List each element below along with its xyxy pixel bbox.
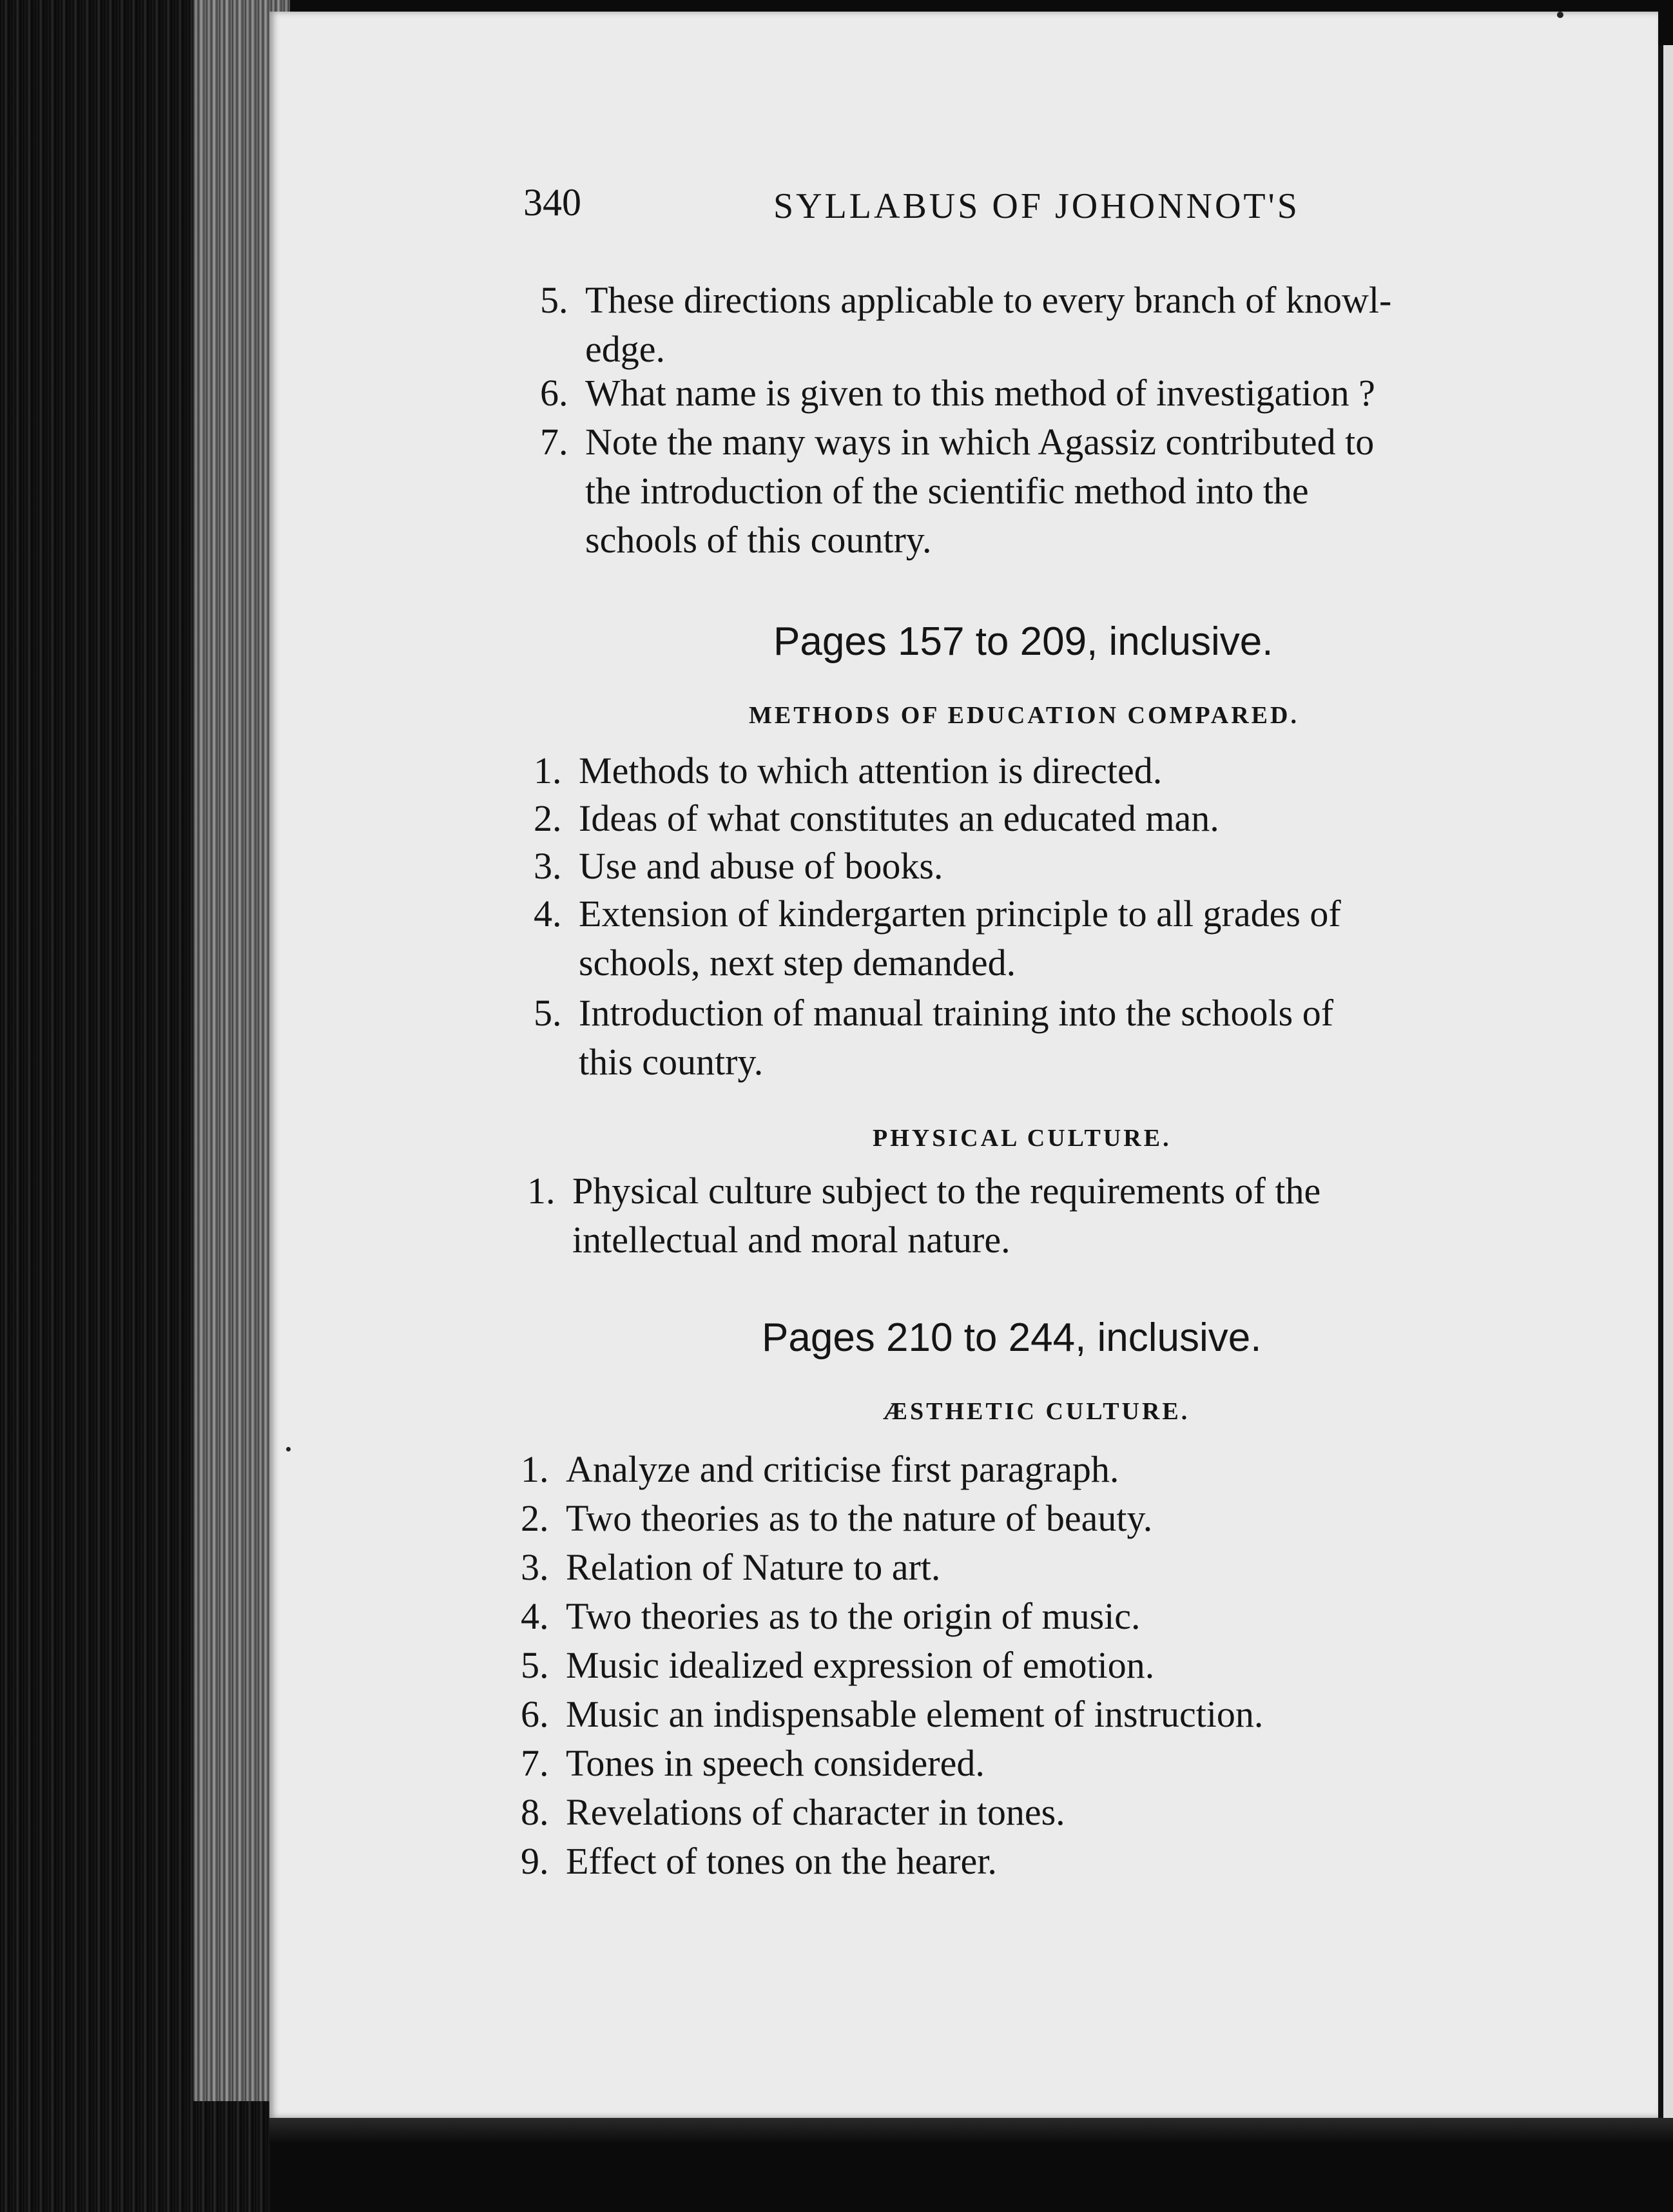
item-number: 6. — [521, 1693, 549, 1735]
item-number: 4. — [521, 1595, 549, 1637]
item-number: 7. — [521, 1742, 549, 1784]
item-text: Effect of tones on the hearer. — [566, 1840, 997, 1882]
list-item — [521, 1690, 1263, 1739]
section-subheading: PHYSICAL CULTURE. — [873, 1125, 1172, 1152]
item-number: 4. — [534, 893, 562, 935]
bottom-shadow — [269, 2118, 1673, 2144]
item-number: 8. — [521, 1791, 549, 1833]
item-number: 5. — [521, 1644, 549, 1686]
item-text: Two theories as to the origin of music. — [566, 1595, 1141, 1637]
list-item — [527, 1167, 1320, 1265]
item-number: 7. — [540, 421, 568, 463]
list-item — [521, 1445, 1119, 1494]
item-text: Relation of Nature to art. — [566, 1546, 941, 1588]
list-item — [521, 1788, 1065, 1837]
section-subheading: METHODS OF EDUCATION COMPARED. — [749, 702, 1299, 729]
item-text: Use and abuse of books. — [579, 845, 943, 887]
list-item — [540, 369, 1375, 418]
item-number: 9. — [521, 1840, 549, 1882]
item-number: 2. — [521, 1497, 549, 1539]
section-heading: Pages 210 to 244, inclusive. — [762, 1315, 1262, 1360]
speck — [1557, 12, 1563, 18]
item-number: 2. — [534, 797, 562, 839]
item-text: Two theories as to the nature of beauty. — [566, 1497, 1153, 1539]
item-number: 1. — [521, 1448, 549, 1490]
list-item — [521, 1543, 940, 1592]
list-item — [534, 889, 1341, 987]
item-number: 1. — [527, 1170, 556, 1212]
next-page-edge — [1658, 45, 1673, 2120]
item-text: These directions applicable to every branch of knowl- edge. — [585, 279, 1392, 370]
list-item — [534, 794, 1219, 843]
list-item — [521, 1837, 997, 1886]
item-text: Physical culture subject to the requirements of the intellectual and moral nature. — [572, 1170, 1321, 1261]
item-text: Music an indispensable element of instruction. — [566, 1693, 1264, 1735]
speck — [286, 1447, 291, 1451]
item-number: 1. — [534, 750, 562, 791]
list-item — [534, 989, 1333, 1087]
item-text: Note the many ways in which Agassiz contributed to the introduction of the scientific method into the schools of this country. — [585, 421, 1375, 561]
running-title: SYLLABUS OF JOHONNOT'S — [773, 186, 1300, 226]
list-item — [534, 746, 1162, 795]
list-item — [534, 842, 943, 891]
list-item — [540, 276, 1391, 374]
section-heading: Pages 157 to 209, inclusive. — [773, 619, 1273, 664]
item-text: Methods to which attention is directed. — [579, 750, 1163, 791]
item-number: 3. — [534, 845, 562, 887]
list-item — [521, 1494, 1152, 1543]
item-text: Revelations of character in tones. — [566, 1791, 1065, 1833]
item-text: Ideas of what constitutes an educated man. — [579, 797, 1219, 839]
item-number: 5. — [534, 992, 562, 1034]
list-item — [521, 1592, 1141, 1641]
item-text: Music idealized expression of emotion. — [566, 1644, 1155, 1686]
item-number: 3. — [521, 1546, 549, 1588]
item-text: What name is given to this method of investigation ? — [585, 372, 1375, 414]
page-number: 340 — [523, 181, 581, 224]
item-text: Analyze and criticise first paragraph. — [566, 1448, 1119, 1490]
section-subheading: ÆSTHETIC CULTURE. — [883, 1398, 1190, 1425]
item-text: Extension of kindergarten principle to all grades of schools, next step demanded. — [579, 893, 1341, 984]
item-text: Introduction of manual training into the schools of this country. — [579, 992, 1334, 1083]
list-item — [521, 1739, 985, 1788]
item-number: 6. — [540, 372, 568, 414]
item-number: 5. — [540, 279, 568, 321]
item-text: Tones in speech considered. — [566, 1742, 985, 1784]
list-item — [521, 1641, 1154, 1690]
list-item — [540, 418, 1374, 565]
